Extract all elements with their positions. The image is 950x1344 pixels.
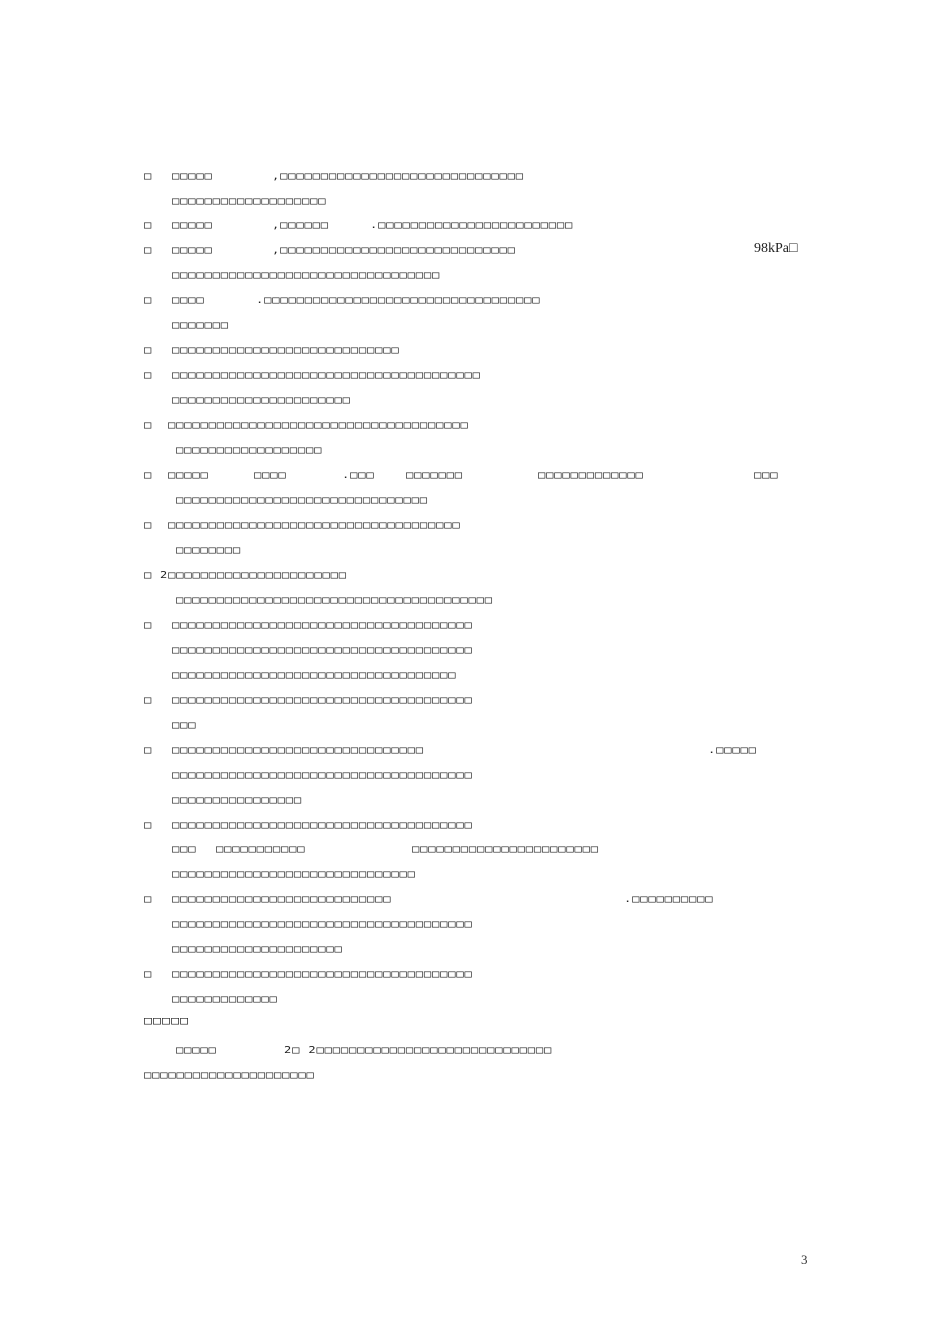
text-line-segment: □□□□□□□□□□□□□□□□□□□□□□□□□□□□□□□□□□□□□ bbox=[172, 769, 473, 781]
bullet-marker: □ bbox=[144, 469, 153, 481]
bullet-marker: □ bbox=[144, 569, 153, 581]
text-line-segment: □□□□□□□□□□□□□□□□□□□ bbox=[172, 195, 327, 207]
bullet-marker: □ bbox=[144, 694, 153, 706]
text-line-segment: .□□□ bbox=[342, 469, 375, 481]
text-line-segment: □□□□□□□ bbox=[406, 469, 463, 481]
text-line-segment: □□□□□□□□□□□□□□□□□□□□□ bbox=[172, 943, 343, 955]
bullet-marker: □ bbox=[144, 744, 153, 756]
text-line-segment: ,□□□□□□□□□□□□□□□□□□□□□□□□□□□□□□ bbox=[272, 170, 524, 182]
text-line-segment: □□□□□□□□□□□□□□□□□□□□□□□□□□□□□□□□□ bbox=[172, 269, 441, 281]
text-line-segment: □□□□□□□□□□□□□□□□□□□□□□□□□□□□□□□□□□□□ bbox=[168, 519, 461, 531]
text-line-segment: □□□□□□□□□□□□□□□□□□□□□□□□□□□□□□□ bbox=[172, 744, 424, 756]
text-line-segment: □□□□□□□□□□□□□□□□□□□□□□□□□□□□□□□□□□□□□ bbox=[168, 419, 469, 431]
text-line-segment: □□□□□□□□□□□□□□□□□□□□□ bbox=[144, 1069, 315, 1081]
text-line-segment: □□□□□□□ bbox=[172, 319, 229, 331]
text-line-segment: □□□□□□□□□□□ bbox=[216, 843, 306, 855]
text-line-segment: □□□□□□□□□□□□□□□□□□□□□□□□□□□□ bbox=[172, 344, 400, 356]
text-line-segment: .□□□□□□□□□□ bbox=[624, 893, 714, 905]
bullet-marker: □ bbox=[144, 819, 153, 831]
text-line-segment: □□□□□□□□□□□□□□□□□□ bbox=[176, 444, 323, 456]
text-line-segment: 2□□□□□□□□□□□□□□□□□□□□□□ bbox=[160, 569, 347, 581]
text-line-segment: □□□□□□□□□□□□□□□□□□□□□□□□□□□ bbox=[172, 893, 392, 905]
text-line-segment: □□□□□ bbox=[172, 219, 213, 231]
text-line-segment: □□□□□□□□□□□□□□□□□□□□□□□□□□□□□□□□□□□□□ bbox=[172, 819, 473, 831]
text-line-segment: □□□□□□□□□□□□□□□□□□□□□□□□□□□□□□□□□□□□□ bbox=[172, 918, 473, 930]
pressure-value: 98kPa□ bbox=[754, 241, 798, 256]
bullet-marker: □ bbox=[144, 519, 153, 531]
bullet-marker: □ bbox=[144, 170, 153, 182]
text-line-segment: □□□ bbox=[172, 843, 197, 855]
text-line-segment: □□□□□□□□□□□□□□□□□□□□□□□□□□□□□□□□□□□□□ bbox=[172, 644, 473, 656]
text-line-segment: □□□□□□□□□□□□□□□□□□□□□□□ bbox=[412, 843, 599, 855]
bullet-marker: □ bbox=[144, 619, 153, 631]
bullet-marker: □ bbox=[144, 219, 153, 231]
text-line-segment: .□□□□□□□□□□□□□□□□□□□□□□□□ bbox=[370, 219, 574, 231]
bullet-marker: □ bbox=[144, 344, 153, 356]
section-heading: □□□□□ bbox=[144, 1015, 190, 1028]
text-line-segment: □□□□□□□□□□□□□□□□ bbox=[172, 794, 302, 806]
bullet-marker: □ bbox=[144, 893, 153, 905]
text-line-segment: □□□□□ bbox=[168, 469, 209, 481]
text-line-segment: □□□□□□□□□□□□□□□□□□□□□□□□□□□□□□□□□□□□□ bbox=[172, 968, 473, 980]
text-line-segment: □□□□□□□□□□□□□□□□□□□□□□□□□□□□□□ bbox=[172, 868, 416, 880]
text-line-segment: □□□□□□□□□□□□□ bbox=[538, 469, 644, 481]
page-number: 3 bbox=[801, 1252, 808, 1267]
text-line-segment: ,□□□□□□ bbox=[272, 219, 329, 231]
text-line-segment: □□□□□ bbox=[172, 244, 213, 256]
bullet-marker: □ bbox=[144, 419, 153, 431]
text-line-segment: □□□□□ bbox=[176, 1044, 217, 1056]
text-line-segment: □□□□□□□□□□□□□□□□□□□□□□□□□□□□□□□□□□□□□□ bbox=[172, 369, 481, 381]
bullet-marker: □ bbox=[144, 294, 153, 306]
text-line-segment: □□□□□□□□□□□□□ bbox=[172, 993, 278, 1005]
text-line-segment: □□□□□□□□□□□□□□□□□□□□□□□□□□□□□□□□□□□ bbox=[172, 669, 457, 681]
text-line-segment: □□□□□□□□□□□□□□□□□□□□□□□□□□□□□□□□□□□□□□□ bbox=[176, 594, 493, 606]
text-line-segment: □□□□□□□□□□□□□□□□□□□□□□□□□□□□□□□□□□□□□ bbox=[172, 619, 473, 631]
text-line-segment: .□□□□□ bbox=[708, 744, 757, 756]
text-line-segment: .□□□□□□□□□□□□□□□□□□□□□□□□□□□□□□□□□□ bbox=[256, 294, 541, 306]
text-line-segment: □□□ bbox=[754, 469, 779, 481]
bullet-marker: □ bbox=[144, 369, 153, 381]
text-line-segment: □□□□□□□□□□□□□□□□□□□□□□ bbox=[172, 394, 351, 406]
bullet-marker: □ bbox=[144, 244, 153, 256]
text-line-segment: 2□ 2□□□□□□□□□□□□□□□□□□□□□□□□□□□□□ bbox=[284, 1044, 553, 1056]
text-line-segment: □□□□□□□□□□□□□□□□□□□□□□□□□□□□□□□ bbox=[176, 494, 428, 506]
text-line-segment: □□□□□ bbox=[172, 170, 213, 182]
text-line-segment: □□□ bbox=[172, 719, 197, 731]
text-line-segment: □□□□ bbox=[172, 294, 205, 306]
text-line-segment: □□□□□□□□ bbox=[176, 544, 241, 556]
bullet-marker: □ bbox=[144, 968, 153, 980]
text-line-segment: ,□□□□□□□□□□□□□□□□□□□□□□□□□□□□□ bbox=[272, 244, 516, 256]
text-line-segment: □□□□□□□□□□□□□□□□□□□□□□□□□□□□□□□□□□□□□ bbox=[172, 694, 473, 706]
text-line-segment: □□□□ bbox=[254, 469, 287, 481]
